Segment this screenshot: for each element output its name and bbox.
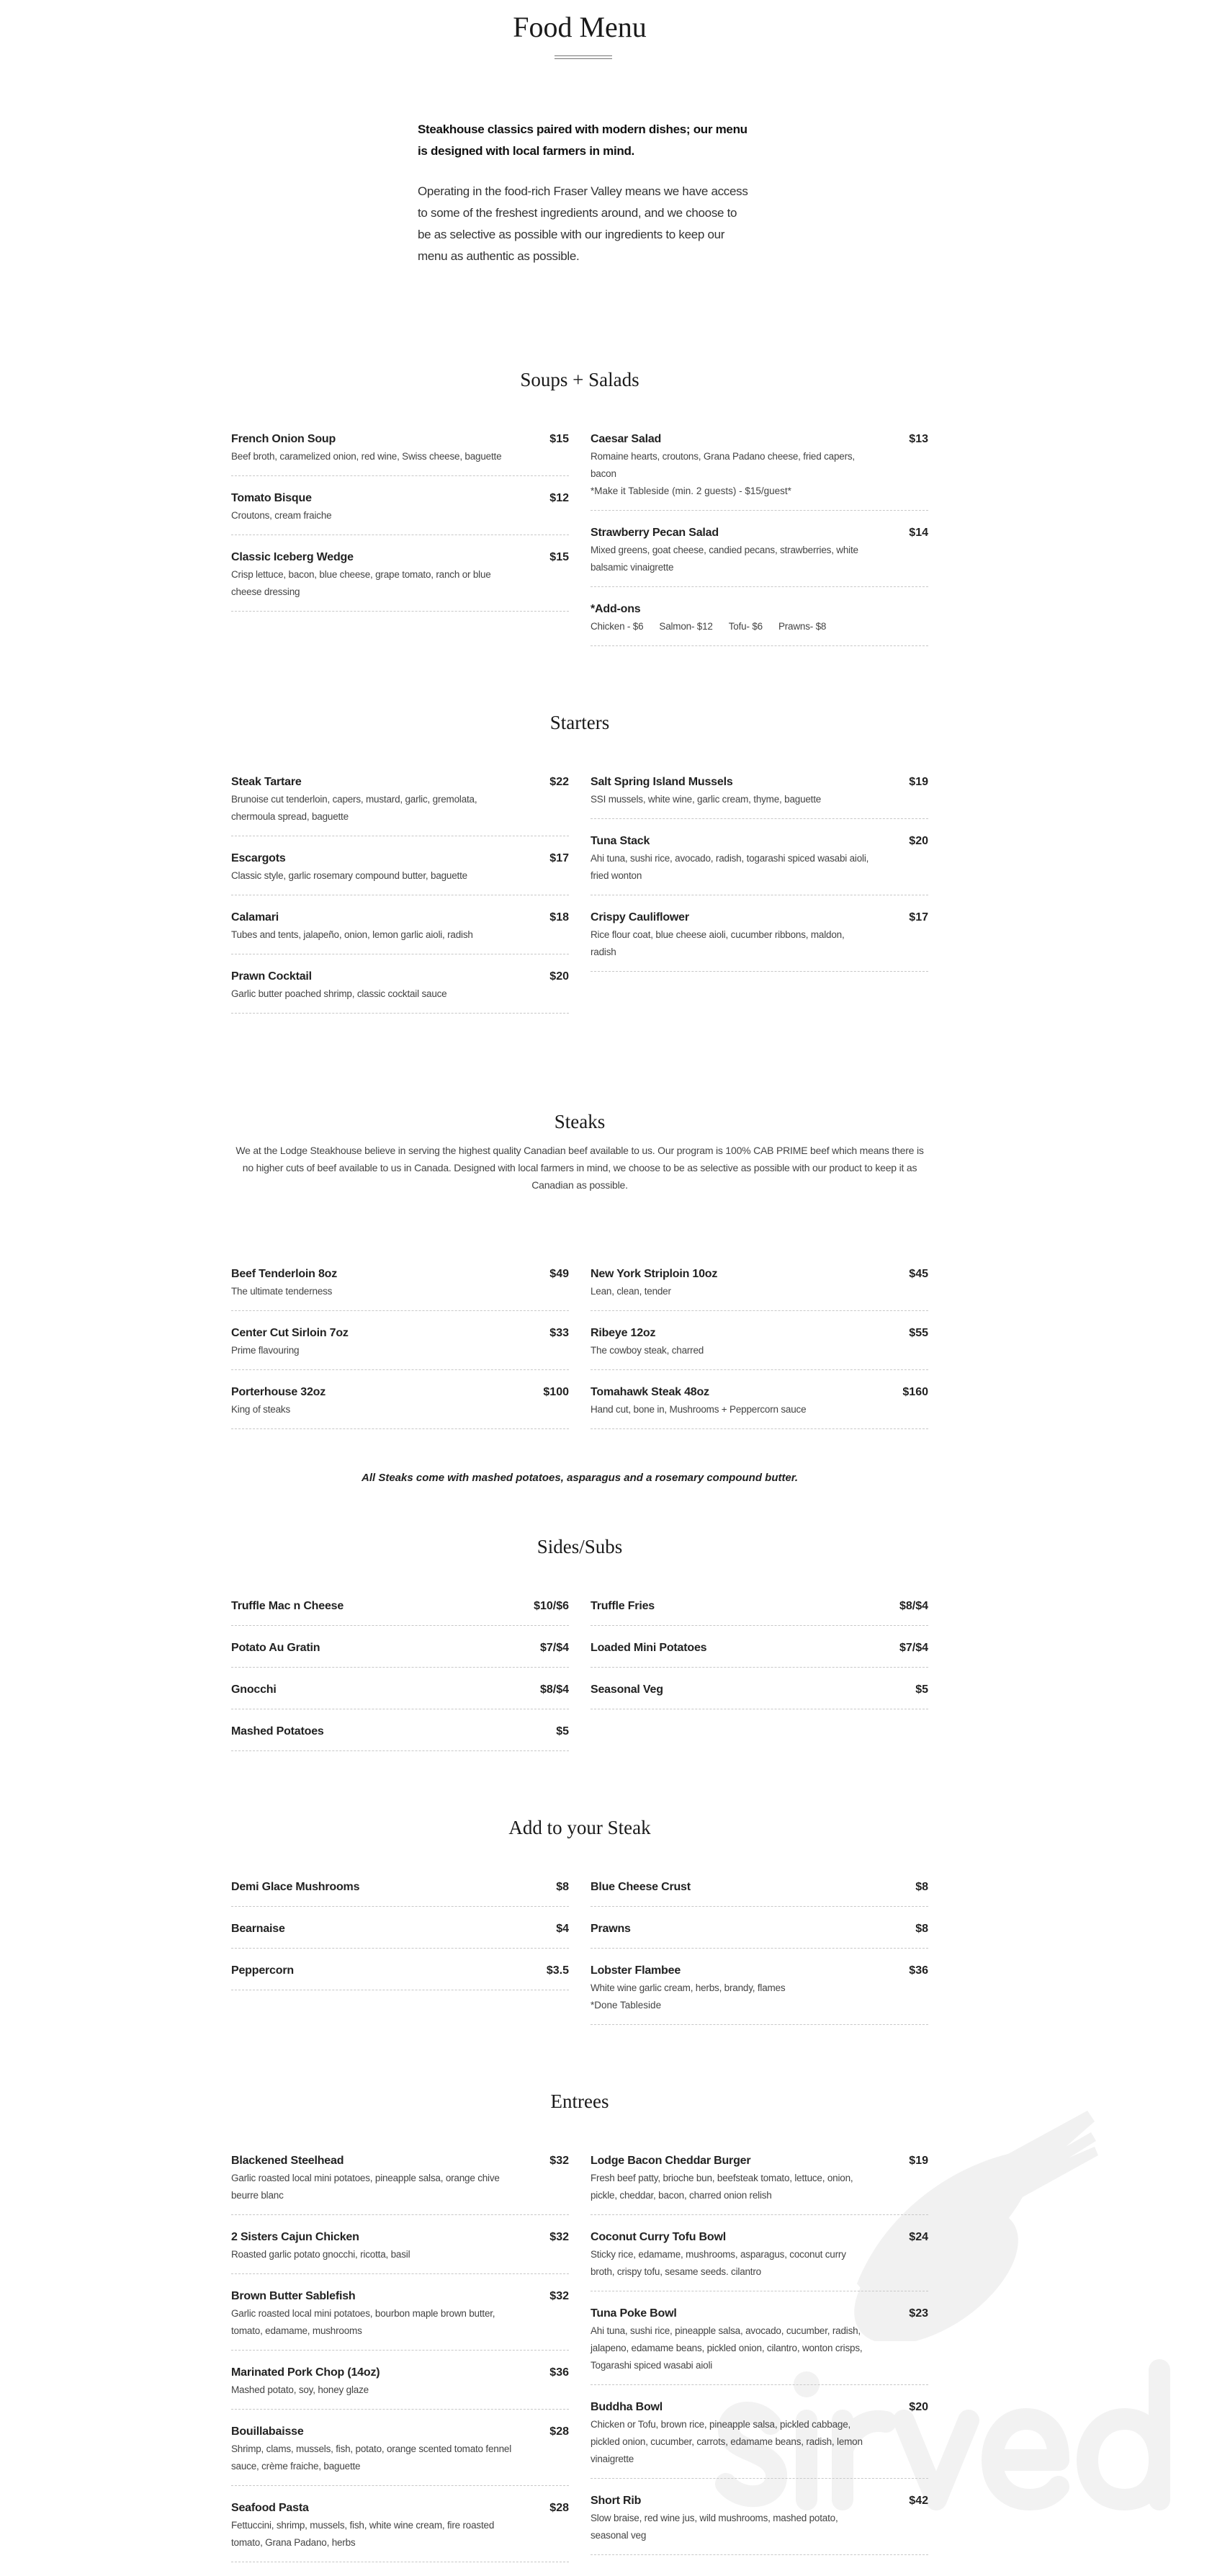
menu-item-price: $8/$4	[899, 1600, 928, 1612]
section-add-to-your-steak	[0, 1815, 1159, 2039]
menu-item-name: Potato Au Gratin	[231, 1642, 320, 1654]
menu-item-name: Coconut Curry Tofu Bowl	[591, 2231, 726, 2243]
menu-item-header	[591, 833, 928, 850]
menu-item-name: *Add-ons	[591, 603, 641, 615]
addons-list	[591, 618, 871, 635]
menu-item-header	[231, 1640, 569, 1657]
title-divider	[555, 55, 612, 59]
menu-column-left	[231, 1879, 569, 2004]
menu-item-description: The cowboy steak, charred	[591, 1345, 704, 1356]
menu-item	[231, 1598, 569, 1626]
menu-item-header	[231, 2500, 569, 2517]
menu-item	[591, 1681, 928, 1709]
menu-item	[591, 1598, 928, 1626]
menu-item-note: *Make it Tableside (min. 2 guests) - $15/guest*	[591, 486, 791, 496]
menu-item-name: Seasonal Veg	[591, 1683, 663, 1696]
menu-item-price: $5	[556, 1725, 569, 1738]
menu-item-price: $28	[549, 2425, 569, 2438]
menu-item	[231, 1681, 569, 1709]
menu-item-description: Hand cut, bone in, Mushrooms + Peppercorn sauce	[591, 1404, 807, 1415]
menu-item-header	[591, 431, 928, 448]
intro-tagline: Steakhouse classics paired with modern dishes; our menu is designed with local farmers in mind.	[418, 122, 748, 158]
menu-item-header	[231, 774, 569, 791]
menu-item	[591, 601, 928, 646]
menu-item-header	[591, 1598, 928, 1615]
menu-item-name: Bearnaise	[231, 1923, 285, 1935]
addon-option: Chicken - $6	[591, 621, 644, 632]
menu-item-description: Slow braise, red wine jus, wild mushrooms, mashed potato, seasonal veg	[591, 2513, 838, 2541]
menu-grid-starters	[231, 774, 928, 1027]
menu-item-price: $8	[556, 1881, 569, 1893]
menu-item	[231, 490, 569, 535]
menu-item-header	[591, 2152, 928, 2170]
menu-item	[231, 2152, 569, 2215]
menu-item-header	[591, 1384, 928, 1401]
menu-item-name: Escargots	[231, 852, 286, 864]
menu-item-price: $19	[909, 2155, 928, 2167]
menu-column-left	[231, 431, 569, 625]
menu-item-description: Brunoise cut tenderloin, capers, mustard, garlic, gremolata, chermoula spread, baguette	[231, 794, 477, 822]
menu-item-description: Romaine hearts, croutons, Grana Padano cheese, fried capers, bacon	[591, 451, 855, 479]
menu-item-header	[231, 2288, 569, 2305]
menu-item	[231, 1325, 569, 1370]
menu-item-description: Croutons, cream fraiche	[231, 510, 332, 521]
menu-item-price: $19	[909, 776, 928, 788]
menu-item-description: Classic style, garlic rosemary compound butter, baguette	[231, 870, 467, 881]
menu-item	[591, 1384, 928, 1429]
menu-item-name: Salt Spring Island Mussels	[591, 776, 733, 788]
menu-item-price: $13	[909, 433, 928, 445]
menu-item-description: Mashed potato, soy, honey glaze	[231, 2384, 369, 2395]
menu-item-price: $28	[549, 2502, 569, 2514]
menu-item-name: Peppercorn	[231, 1964, 294, 1977]
menu-item-description: SSI mussels, white wine, garlic cream, thyme, baguette	[591, 794, 822, 805]
menu-item	[231, 774, 569, 836]
menu-item-header	[231, 2423, 569, 2441]
menu-item-price: $55	[909, 1327, 928, 1339]
menu-item	[231, 1723, 569, 1751]
menu-item-price: $36	[549, 2366, 569, 2379]
menu-item-price: $20	[909, 835, 928, 847]
menu-item-header	[591, 1325, 928, 1342]
menu-grid-add-to-your-steak	[231, 1879, 928, 2039]
menu-item-name: Blue Cheese Crust	[591, 1881, 691, 1893]
menu-item-header	[231, 1723, 569, 1740]
menu-item-name: Prawns	[591, 1923, 631, 1935]
menu-item-name: Blackened Steelhead	[231, 2155, 344, 2167]
menu-item-header	[231, 1598, 569, 1615]
menu-item	[231, 968, 569, 1014]
menu-item-header	[591, 774, 928, 791]
menu-column-right	[591, 1598, 928, 1723]
menu-item-header	[591, 524, 928, 542]
section-starters	[0, 710, 1159, 1027]
menu-column-right	[591, 1266, 928, 1443]
menu-item-name: Demi Glace Mushrooms	[231, 1881, 360, 1893]
menu-item	[591, 524, 928, 587]
menu-item-description: Rice flour coat, blue cheese aioli, cucumber ribbons, maldon, radish	[591, 929, 845, 957]
menu-item-price: $160	[902, 1386, 928, 1398]
menu-item-price: $32	[549, 2290, 569, 2302]
menu-item-header	[591, 909, 928, 926]
menu-item-description: Roasted garlic potato gnocchi, ricotta, basil	[231, 2249, 410, 2260]
steaks-note: All Steaks come with mashed potatoes, asparagus and a rosemary compound butter.	[362, 1472, 798, 1484]
menu-column-left	[231, 1266, 569, 1443]
menu-item-price: $15	[549, 551, 569, 563]
menu-item	[231, 1962, 569, 1990]
menu-item-price: $36	[909, 1964, 928, 1977]
menu-item	[231, 1920, 569, 1949]
menu-item	[591, 774, 928, 819]
menu-item-name: Truffle Fries	[591, 1600, 655, 1612]
section-heading-add-to-your-steak: Add to your Steak	[508, 1817, 651, 1838]
menu-item	[231, 431, 569, 476]
section-soups-salads	[0, 367, 1159, 660]
menu-item-header	[591, 2305, 928, 2322]
menu-grid-sides-subs	[231, 1598, 928, 1765]
addon-option: Prawns- $8	[778, 621, 827, 632]
menu-column-left	[231, 2152, 569, 2576]
menu-item-header	[591, 1962, 928, 1980]
menu-item-description: Ahi tuna, sushi rice, avocado, radish, togarashi spiced wasabi aioli, fried wonton	[591, 853, 869, 881]
menu-item	[231, 2364, 569, 2410]
intro	[418, 119, 749, 267]
menu-item-price: $18	[549, 911, 569, 923]
menu-item	[591, 2229, 928, 2291]
menu-item	[591, 2399, 928, 2479]
menu-item-name: Center Cut Sirloin 7oz	[231, 1327, 349, 1339]
menu-item-header	[231, 909, 569, 926]
menu-item-price: $17	[549, 852, 569, 864]
menu-item-header	[591, 2492, 928, 2510]
menu-item-name: Steak Tartare	[231, 776, 302, 788]
section-sides-subs	[0, 1534, 1159, 1765]
menu-item-name: Caesar Salad	[591, 433, 662, 445]
menu-item-name: Marinated Pork Chop (14oz)	[231, 2366, 380, 2379]
menu-item-price: $20	[909, 2401, 928, 2413]
menu-item-header	[591, 1920, 928, 1938]
menu-sections	[0, 367, 1159, 2576]
menu-item-name: Gnocchi	[231, 1683, 277, 1696]
menu-item-name: 2 Sisters Cajun Chicken	[231, 2231, 359, 2243]
menu-item-description: Garlic roasted local mini potatoes, bourbon maple brown butter, tomato, edamame, mushrooms	[231, 2308, 495, 2336]
section-heading-starters: Starters	[549, 712, 610, 733]
menu-item-name: Brown Butter Sablefish	[231, 2290, 356, 2302]
menu-item-header	[231, 549, 569, 566]
menu-item-price: $33	[549, 1327, 569, 1339]
section-heading-steaks: Steaks	[554, 1111, 606, 1132]
menu-item	[591, 1325, 928, 1370]
menu-item-name: Truffle Mac n Cheese	[231, 1600, 344, 1612]
menu-item-price: $8	[915, 1923, 928, 1935]
menu-item-header	[591, 1266, 928, 1283]
menu-item-price: $32	[549, 2155, 569, 2167]
menu-item-description: Lean, clean, tender	[591, 1286, 671, 1297]
menu-item	[231, 2288, 569, 2351]
menu-item	[591, 833, 928, 895]
menu-column-left	[231, 1598, 569, 1765]
menu-item-description: White wine garlic cream, herbs, brandy, flames	[591, 1982, 786, 1993]
menu-item-name: Mashed Potatoes	[231, 1725, 324, 1738]
menu-item-header	[591, 1681, 928, 1699]
menu-item-description: Chicken or Tofu, brown rice, pineapple salsa, pickled cabbage, pickled onion, cucumber, carrots, edamame beans, radish, lemon vinaigrette	[591, 2419, 863, 2464]
menu-item-name: Porterhouse 32oz	[231, 1386, 326, 1398]
steaks-intro: We at the Lodge Steakhouse believe in serving the highest quality Canadian beef available to us. Our program is 100% CAB PRIME beef which means there is no higher cuts of beef available to us in Canada. Designed with local farmers in mind, we choose to be as selective as possible with our product to keep it as Canadian as possible.	[235, 1145, 924, 1191]
menu-item	[231, 1384, 569, 1429]
menu-item-name: Classic Iceberg Wedge	[231, 551, 354, 563]
menu-item-name: Buddha Bowl	[591, 2401, 663, 2413]
menu-item-header	[231, 1920, 569, 1938]
menu-item	[591, 1640, 928, 1668]
section-steaks	[0, 1109, 1159, 1484]
menu-item-name: Tuna Stack	[591, 835, 650, 847]
section-entrees	[0, 2089, 1159, 2576]
menu-item-header	[591, 2399, 928, 2416]
menu-item-price: $7/$4	[899, 1642, 928, 1654]
menu-item-description: Ahi tuna, sushi rice, pineapple salsa, avocado, cucumber, radish, jalapeno, edamame beans, pickled onion, cilantro, wonton crisps, Togarashi spiced wasabi aioli	[591, 2325, 863, 2371]
menu-item-header	[231, 431, 569, 448]
menu-grid-entrees	[231, 2152, 928, 2576]
menu-item	[231, 1266, 569, 1311]
menu-item-name: Loaded Mini Potatoes	[591, 1642, 707, 1654]
section-heading-sides-subs: Sides/Subs	[537, 1536, 623, 1557]
menu-item-price: $32	[549, 2231, 569, 2243]
menu-item-header	[591, 2229, 928, 2246]
menu-item	[231, 1879, 569, 1907]
menu-column-left	[231, 774, 569, 1027]
menu-item-header	[591, 601, 928, 618]
menu-item-name: Prawn Cocktail	[231, 970, 312, 983]
menu-item-name: Short Rib	[591, 2495, 642, 2507]
menu-item-description: Shrimp, clams, mussels, fish, potato, orange scented tomato fennel sauce, crème fraiche, baguette	[231, 2443, 511, 2472]
menu-column-right	[591, 1879, 928, 2039]
menu-item-description: Beef broth, caramelized onion, red wine, Swiss cheese, baguette	[231, 451, 502, 462]
menu-item	[591, 1266, 928, 1311]
menu-item-header	[231, 2364, 569, 2382]
menu-item-name: Lobster Flambee	[591, 1964, 681, 1977]
menu-grid-soups-salads	[231, 431, 928, 660]
menu-item	[591, 2305, 928, 2385]
menu-grid-steaks	[231, 1266, 928, 1443]
menu-item-header	[231, 968, 569, 985]
menu-item-price: $14	[909, 527, 928, 539]
menu-item-description: Crisp lettuce, bacon, blue cheese, grape tomato, ranch or blue cheese dressing	[231, 569, 491, 597]
menu-item-price: $8/$4	[539, 1683, 569, 1696]
menu-item-price: $12	[549, 492, 569, 504]
menu-item	[591, 431, 928, 511]
menu-item-name: Seafood Pasta	[231, 2502, 309, 2514]
menu-item	[231, 2229, 569, 2274]
menu-item-name: Bouillabaisse	[231, 2425, 304, 2438]
menu-item-name: Lodge Bacon Cheddar Burger	[591, 2155, 751, 2167]
menu-item	[231, 2500, 569, 2562]
menu-item-price: $17	[909, 911, 928, 923]
menu-item-name: Tomahawk Steak 48oz	[591, 1386, 709, 1398]
menu-item-price: $49	[549, 1268, 569, 1280]
menu-item	[231, 2423, 569, 2486]
menu-item-price: $10/$6	[534, 1600, 569, 1612]
menu-item-header	[591, 1640, 928, 1657]
menu-item	[591, 2152, 928, 2215]
menu-item-price: $3.5	[546, 1964, 569, 1977]
menu-item-header	[231, 2229, 569, 2246]
menu-item	[591, 909, 928, 972]
menu-item-description: The ultimate tenderness	[231, 1286, 333, 1297]
menu-item-description: Prime flavouring	[231, 1345, 300, 1356]
addon-option: Tofu- $6	[728, 621, 763, 632]
menu-item-header	[591, 1879, 928, 1896]
menu-item	[591, 1920, 928, 1949]
intro-text: Operating in the food-rich Fraser Valley means we have access to some of the freshest ingredients around, and we choose to be as selective as possible with our ingredients to keep our menu as authentic as possible.	[418, 184, 748, 263]
menu-item-price: $45	[909, 1268, 928, 1280]
page-title: Food Menu	[513, 11, 647, 43]
menu-item-price: $8	[915, 1881, 928, 1893]
addon-option: Salmon- $12	[659, 621, 713, 632]
menu-item	[231, 549, 569, 612]
menu-item	[231, 850, 569, 895]
menu-item-price: $23	[909, 2307, 928, 2320]
menu-item-description: Fettuccini, shrimp, mussels, fish, white wine cream, fire roasted tomato, Grana Padano, herbs	[231, 2520, 495, 2548]
menu-item-header	[231, 1266, 569, 1283]
section-heading-entrees: Entrees	[550, 2090, 609, 2112]
menu-item-price: $24	[909, 2231, 928, 2243]
section-heading-soups-salads: Soups + Salads	[520, 369, 639, 390]
menu-item-header	[231, 2152, 569, 2170]
menu-item	[591, 1962, 928, 2025]
menu-item	[591, 1879, 928, 1907]
menu-item-name: New York Striploin 10oz	[591, 1268, 718, 1280]
menu-item-header	[231, 1879, 569, 1896]
menu-item-price: $100	[543, 1386, 569, 1398]
menu-item-price: $20	[549, 970, 569, 983]
menu-item-description: Mixed greens, goat cheese, candied pecans, strawberries, white balsamic vinaigrette	[591, 545, 858, 573]
menu-item-name: Tuna Poke Bowl	[591, 2307, 677, 2320]
menu-item-header	[231, 1384, 569, 1401]
menu-item-description: Tubes and tents, jalapeño, onion, lemon garlic aioli, radish	[231, 929, 473, 940]
menu-item-description: Fresh beef patty, brioche bun, beefsteak tomato, lettuce, onion, pickle, cheddar, bacon, charred onion relish	[591, 2173, 853, 2201]
menu-item-price: $4	[556, 1923, 569, 1935]
menu-item	[231, 909, 569, 954]
menu-item-header	[231, 850, 569, 867]
menu-item-price: $15	[549, 433, 569, 445]
menu-item-description: Sticky rice, edamame, mushrooms, asparagus, coconut curry broth, crispy tofu, sesame seeds. cilantro	[591, 2249, 846, 2277]
menu-column-right	[591, 2152, 928, 2569]
menu-item-header	[231, 1681, 569, 1699]
menu-item-name: Beef Tenderloin 8oz	[231, 1268, 338, 1280]
menu-item-description: Garlic butter poached shrimp, classic cocktail sauce	[231, 988, 447, 999]
menu-item-price: $22	[549, 776, 569, 788]
menu-item-price: $5	[915, 1683, 928, 1696]
menu-item-header	[231, 1962, 569, 1980]
menu-column-right	[591, 774, 928, 985]
menu-item-name: Crispy Cauliflower	[591, 911, 689, 923]
menu-item-price: $42	[909, 2495, 928, 2507]
menu-item-header	[231, 1325, 569, 1342]
menu-item-name: French Onion Soup	[231, 433, 336, 445]
menu-item-name: Tomato Bisque	[231, 492, 312, 504]
menu-item-name: Ribeye 12oz	[591, 1327, 656, 1339]
menu-item-description: Garlic roasted local mini potatoes, pineapple salsa, orange chive beurre blanc	[231, 2173, 500, 2201]
menu-item	[591, 2492, 928, 2555]
menu-item	[231, 1640, 569, 1668]
menu-item-header	[231, 490, 569, 507]
menu-item-name: Strawberry Pecan Salad	[591, 527, 719, 539]
menu-column-right	[591, 431, 928, 660]
menu-item-description: King of steaks	[231, 1404, 290, 1415]
menu-item-note: *Done Tableside	[591, 2000, 662, 2011]
menu-item-price: $7/$4	[539, 1642, 569, 1654]
menu-item-name: Calamari	[231, 911, 279, 923]
